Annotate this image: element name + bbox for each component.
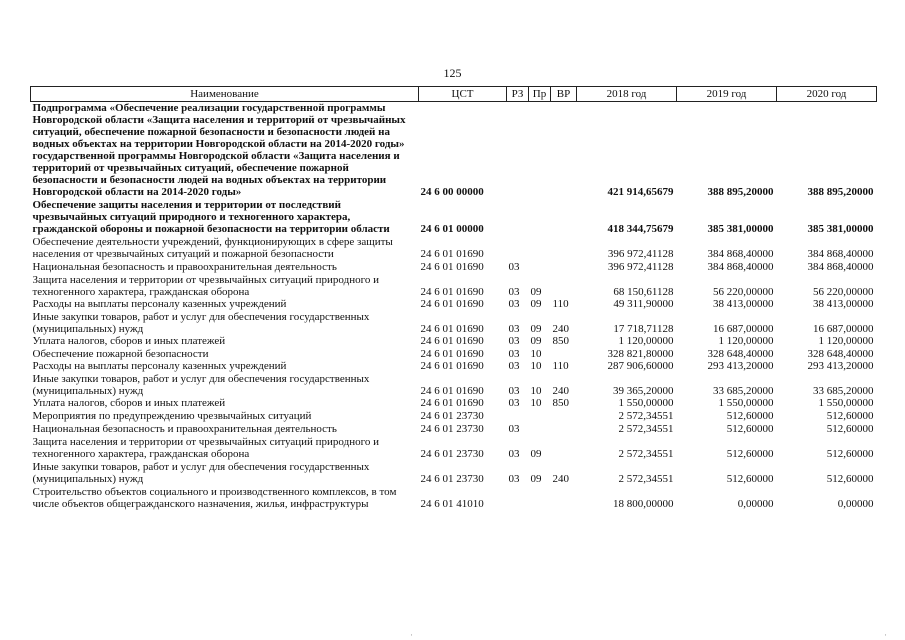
row-2020: 16 687,00000	[813, 323, 874, 335]
row-cst: 24 6 01 01690	[420, 385, 484, 397]
scan-dot: ·	[410, 630, 413, 640]
row-pr: 09	[530, 448, 542, 460]
row-pr: 09	[530, 286, 542, 298]
row-2018: 2 572,34551	[618, 423, 674, 435]
table-row	[31, 372, 877, 397]
row-pr	[529, 235, 551, 260]
row-cst: 24 6 01 01690	[420, 248, 484, 260]
table-row	[31, 310, 877, 335]
row-name: Расходы на выплаты персоналу казенных учреждений	[32, 298, 287, 310]
table-row	[31, 347, 877, 360]
row-vr	[551, 422, 577, 435]
row-2020: 384 868,40000	[807, 248, 874, 260]
table-row	[31, 335, 877, 347]
row-rz: 03	[508, 323, 520, 335]
row-pr: 09	[530, 473, 542, 485]
row-name: Обеспечение пожарной безопасности	[32, 348, 209, 360]
row-name: Мероприятия по предупреждению чрезвычайных ситуаций	[32, 410, 312, 422]
row-vr	[551, 435, 577, 460]
row-name: Уплата налогов, сборов и иных платежей	[32, 397, 226, 409]
table-row	[31, 485, 877, 510]
row-name: Защита населения и территории от чрезвычайных ситуаций природного и техногенного характера, гражданская оборона	[32, 436, 379, 460]
row-cst: 24 6 01 23730	[420, 423, 484, 435]
table-row	[31, 409, 877, 422]
row-cst: 24 6 01 01690	[420, 286, 484, 298]
header-2019: 2019 год	[677, 87, 777, 102]
row-2018: 39 365,20000	[613, 385, 674, 397]
row-rz: 03	[508, 261, 520, 273]
row-pr: 10	[530, 360, 542, 372]
header-2020: 2020 год	[777, 87, 877, 102]
header-2018: 2018 год	[577, 87, 677, 102]
row-vr: 240	[552, 323, 569, 335]
row-2019: 293 413,20000	[707, 360, 774, 372]
row-2019: 38 413,00000	[713, 298, 774, 310]
row-2020: 385 381,00000	[807, 223, 874, 235]
table-row	[31, 298, 877, 310]
row-2018: 1 550,00000	[618, 397, 674, 409]
row-2020: 0,00000	[837, 498, 874, 510]
row-2018: 17 718,71128	[613, 323, 674, 335]
row-vr	[551, 235, 577, 260]
row-pr	[529, 198, 551, 235]
row-2019: 512,60000	[726, 423, 774, 435]
row-2019: 33 685,20000	[713, 385, 774, 397]
row-2020: 384 868,40000	[807, 261, 874, 273]
row-name: Национальная безопасность и правоохранительная деятельность	[32, 261, 337, 273]
row-cst: 24 6 00 00000	[420, 186, 484, 198]
row-2020: 512,60000	[826, 448, 874, 460]
row-2019: 385 381,00000	[707, 223, 774, 235]
row-2018: 18 800,00000	[613, 498, 674, 510]
row-name: Обеспечение деятельности учреждений, функционирующих в сфере защиты населения от чрезвычайных ситуаций и пожарной безопасности	[32, 236, 393, 260]
row-pr: 10	[530, 348, 542, 360]
row-cst: 24 6 01 00000	[420, 223, 484, 235]
scan-marks	[0, 630, 905, 640]
scan-dot: ·	[884, 630, 887, 640]
row-2019: 1 550,00000	[718, 397, 774, 409]
row-2018: 2 572,34551	[618, 410, 674, 422]
row-2020: 1 120,00000	[818, 335, 874, 347]
row-2018: 49 311,90000	[613, 298, 674, 310]
row-2018: 396 972,41128	[607, 248, 674, 260]
row-vr: 240	[552, 473, 569, 485]
row-pr: 10	[530, 397, 542, 409]
budget-table	[30, 86, 877, 510]
row-name: Расходы на выплаты персоналу казенных учреждений	[32, 360, 287, 372]
row-2018: 2 572,34551	[618, 473, 674, 485]
table-row	[31, 102, 877, 199]
row-rz: 03	[508, 473, 520, 485]
row-cst: 24 6 01 01690	[420, 335, 484, 347]
row-vr	[551, 409, 577, 422]
row-pr: 10	[530, 385, 542, 397]
row-name: Уплата налогов, сборов и иных платежей	[32, 335, 226, 347]
row-2019: 0,00000	[737, 498, 774, 510]
row-rz: 03	[508, 448, 520, 460]
header-cst: ЦСТ	[419, 87, 507, 102]
row-cst: 24 6 01 01690	[420, 360, 484, 372]
table-row	[31, 460, 877, 485]
row-2020: 38 413,00000	[813, 298, 874, 310]
row-name: Обеспечение защиты населения и территории от последствий чрезвычайных ситуаций природного и техногенного характера, гражданской обороны и пожарной безопасности на территории области	[32, 199, 390, 235]
row-cst: 24 6 01 23730	[420, 473, 484, 485]
row-name: Иные закупки товаров, работ и услуг для обеспечения государственных (муниципальных) нужд	[32, 461, 370, 485]
row-2019: 388 895,20000	[707, 186, 774, 198]
row-name: Строительство объектов социального и производственного комплексов, в том числе объектов общегражданского назначения, жилья, инфраструктуры	[32, 486, 397, 510]
row-2019: 328 648,40000	[707, 348, 774, 360]
header-name: Наименование	[31, 87, 419, 102]
row-2020: 328 648,40000	[807, 348, 874, 360]
row-rz	[507, 102, 529, 199]
row-vr	[551, 485, 577, 510]
header-rz: РЗ	[507, 87, 529, 102]
row-pr: 09	[530, 323, 542, 335]
row-2020: 512,60000	[826, 410, 874, 422]
table-row	[31, 360, 877, 372]
row-name: Подпрограмма «Обеспечение реализации государственной программы Новгородской области «Защита населения и территорий от чрезвычайных ситуаций, обеспечение пожарной безопасности и безопасности людей на водных объектах на территории Новгородской области на 2014-2020 годы» государственной программы Новгородской области «Защита населения и территорий от чрезвычайных ситуаций, обеспечение пожарной безопасности и безопасности людей на водных объектах на территории Новгородской области на 2014-2020 годы»	[32, 102, 406, 198]
row-rz: 03	[508, 286, 520, 298]
row-2020: 33 685,20000	[813, 385, 874, 397]
row-name: Защита населения и территории от чрезвычайных ситуаций природного и техногенного характера, гражданская оборона	[32, 274, 379, 298]
row-vr	[551, 260, 577, 273]
row-rz: 03	[508, 298, 520, 310]
row-cst: 24 6 01 23730	[420, 410, 484, 422]
row-pr: 09	[530, 298, 542, 310]
table-row	[31, 435, 877, 460]
row-2018: 421 914,65679	[607, 186, 674, 198]
row-2020: 56 220,00000	[813, 286, 874, 298]
row-rz	[507, 198, 529, 235]
row-cst: 24 6 01 23730	[420, 448, 484, 460]
row-pr	[529, 260, 551, 273]
row-pr	[529, 102, 551, 199]
row-name: Иные закупки товаров, работ и услуг для обеспечения государственных (муниципальных) нужд	[32, 311, 370, 335]
row-2020: 388 895,20000	[807, 186, 874, 198]
row-rz	[507, 235, 529, 260]
table-row	[31, 397, 877, 409]
row-2020: 293 413,20000	[807, 360, 874, 372]
row-rz: 03	[508, 423, 520, 435]
row-2019: 512,60000	[726, 448, 774, 460]
row-pr	[529, 422, 551, 435]
row-vr	[551, 198, 577, 235]
row-2019: 384 868,40000	[707, 248, 774, 260]
row-cst: 24 6 01 41010	[420, 498, 484, 510]
row-rz	[507, 485, 529, 510]
row-pr: 09	[530, 335, 542, 347]
row-2020: 1 550,00000	[818, 397, 874, 409]
row-2018: 287 906,60000	[607, 360, 674, 372]
table-row	[31, 260, 877, 273]
row-rz: 03	[508, 348, 520, 360]
row-vr	[551, 347, 577, 360]
row-2019: 512,60000	[726, 473, 774, 485]
row-rz: 03	[508, 385, 520, 397]
row-2018: 418 344,75679	[607, 223, 674, 235]
row-vr: 110	[552, 298, 569, 310]
table-row	[31, 273, 877, 298]
row-cst: 24 6 01 01690	[420, 298, 484, 310]
row-2019: 16 687,00000	[713, 323, 774, 335]
row-rz: 03	[508, 397, 520, 409]
row-cst: 24 6 01 01690	[420, 323, 484, 335]
row-2020: 512,60000	[826, 473, 874, 485]
row-cst: 24 6 01 01690	[420, 348, 484, 360]
row-vr	[551, 273, 577, 298]
table-row	[31, 422, 877, 435]
table-row	[31, 198, 877, 235]
row-vr: 240	[552, 385, 569, 397]
row-2020: 512,60000	[826, 423, 874, 435]
row-2018: 2 572,34551	[618, 448, 674, 460]
row-2018: 68 150,61128	[613, 286, 674, 298]
table-row	[31, 235, 877, 260]
row-2019: 1 120,00000	[718, 335, 774, 347]
row-2018: 1 120,00000	[618, 335, 674, 347]
row-name: Национальная безопасность и правоохранительная деятельность	[32, 423, 337, 435]
row-cst: 24 6 01 01690	[420, 261, 484, 273]
row-2019: 512,60000	[726, 410, 774, 422]
row-vr: 850	[552, 335, 569, 347]
table-header-row	[31, 87, 877, 102]
row-name: Иные закупки товаров, работ и услуг для обеспечения государственных (муниципальных) нужд	[32, 373, 370, 397]
row-cst: 24 6 01 01690	[420, 397, 484, 409]
row-2019: 56 220,00000	[713, 286, 774, 298]
row-vr	[551, 102, 577, 199]
row-2019: 384 868,40000	[707, 261, 774, 273]
header-pr: Пр	[529, 87, 551, 102]
row-vr: 110	[552, 360, 569, 372]
row-rz	[507, 409, 529, 422]
header-vr: ВР	[551, 87, 577, 102]
page-number: 125	[443, 66, 462, 80]
row-pr	[529, 409, 551, 422]
row-2018: 396 972,41128	[607, 261, 674, 273]
row-2018: 328 821,80000	[607, 348, 674, 360]
row-rz: 03	[508, 335, 520, 347]
row-vr: 850	[552, 397, 569, 409]
row-pr	[529, 485, 551, 510]
row-rz: 03	[508, 360, 520, 372]
